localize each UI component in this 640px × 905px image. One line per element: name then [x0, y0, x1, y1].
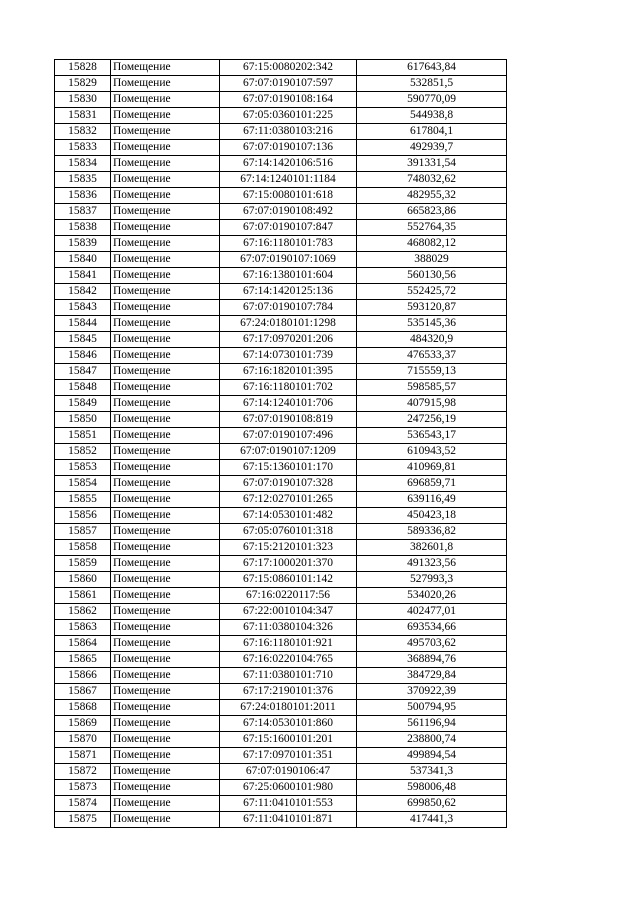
object-type-cell: Помещение	[111, 732, 220, 748]
cadastral-value-cell: 476533,37	[357, 348, 507, 364]
object-type-cell: Помещение	[111, 140, 220, 156]
registry-table	[54, 59, 507, 828]
cadastral-value-cell: 388029	[357, 252, 507, 268]
table-row	[55, 348, 507, 364]
object-type-cell: Помещение	[111, 588, 220, 604]
cadastral-number-cell: 67:15:1600101:201	[220, 732, 357, 748]
cadastral-number-cell: 67:17:2190101:376	[220, 684, 357, 700]
cadastral-number-cell: 67:16:1180101:921	[220, 636, 357, 652]
cadastral-value-cell: 589336,82	[357, 524, 507, 540]
cadastral-number-cell: 67:07:0190106:47	[220, 764, 357, 780]
cadastral-number-cell: 67:17:0970101:351	[220, 748, 357, 764]
cadastral-number-cell: 67:16:1180101:702	[220, 380, 357, 396]
cadastral-value-cell: 532851,5	[357, 76, 507, 92]
table-row	[55, 76, 507, 92]
cadastral-value-cell: 561196,94	[357, 716, 507, 732]
object-type-cell: Помещение	[111, 508, 220, 524]
table-row	[55, 492, 507, 508]
object-type-cell: Помещение	[111, 748, 220, 764]
object-type-cell: Помещение	[111, 60, 220, 76]
row-number-cell: 15851	[55, 428, 111, 444]
row-number-cell: 15831	[55, 108, 111, 124]
cadastral-number-cell: 67:11:0410101:871	[220, 812, 357, 828]
object-type-cell: Помещение	[111, 572, 220, 588]
cadastral-number-cell: 67:15:2120101:323	[220, 540, 357, 556]
table-row	[55, 684, 507, 700]
object-type-cell: Помещение	[111, 476, 220, 492]
object-type-cell: Помещение	[111, 300, 220, 316]
cadastral-value-cell: 410969,81	[357, 460, 507, 476]
cadastral-number-cell: 67:16:1380101:604	[220, 268, 357, 284]
object-type-cell: Помещение	[111, 524, 220, 540]
row-number-cell: 15841	[55, 268, 111, 284]
cadastral-value-cell: 593120,87	[357, 300, 507, 316]
row-number-cell: 15873	[55, 780, 111, 796]
table-row	[55, 284, 507, 300]
object-type-cell: Помещение	[111, 716, 220, 732]
cadastral-number-cell: 67:15:0080101:618	[220, 188, 357, 204]
cadastral-number-cell: 67:16:0220104:765	[220, 652, 357, 668]
table-row	[55, 716, 507, 732]
object-type-cell: Помещение	[111, 220, 220, 236]
cadastral-number-cell: 67:14:1420106:516	[220, 156, 357, 172]
table-row	[55, 620, 507, 636]
registry-table-body	[55, 60, 507, 828]
table-row	[55, 332, 507, 348]
table-row	[55, 364, 507, 380]
row-number-cell: 15866	[55, 668, 111, 684]
object-type-cell: Помещение	[111, 252, 220, 268]
cadastral-value-cell: 450423,18	[357, 508, 507, 524]
table-row	[55, 460, 507, 476]
row-number-cell: 15860	[55, 572, 111, 588]
table-row	[55, 796, 507, 812]
cadastral-value-cell: 715559,13	[357, 364, 507, 380]
cadastral-value-cell: 552764,35	[357, 220, 507, 236]
object-type-cell: Помещение	[111, 652, 220, 668]
cadastral-number-cell: 67:07:0190108:819	[220, 412, 357, 428]
cadastral-value-cell: 382601,8	[357, 540, 507, 556]
cadastral-value-cell: 699850,62	[357, 796, 507, 812]
cadastral-number-cell: 67:15:1360101:170	[220, 460, 357, 476]
object-type-cell: Помещение	[111, 188, 220, 204]
cadastral-number-cell: 67:24:0180101:1298	[220, 316, 357, 332]
table-row	[55, 732, 507, 748]
row-number-cell: 15835	[55, 172, 111, 188]
object-type-cell: Помещение	[111, 172, 220, 188]
cadastral-number-cell: 67:07:0190107:784	[220, 300, 357, 316]
object-type-cell: Помещение	[111, 428, 220, 444]
object-type-cell: Помещение	[111, 380, 220, 396]
table-row	[55, 604, 507, 620]
table-row	[55, 412, 507, 428]
cadastral-value-cell: 247256,19	[357, 412, 507, 428]
object-type-cell: Помещение	[111, 636, 220, 652]
cadastral-number-cell: 67:16:1820101:395	[220, 364, 357, 380]
cadastral-number-cell: 67:22:0010104:347	[220, 604, 357, 620]
cadastral-number-cell: 67:05:0360101:225	[220, 108, 357, 124]
row-number-cell: 15874	[55, 796, 111, 812]
cadastral-value-cell: 500794,95	[357, 700, 507, 716]
object-type-cell: Помещение	[111, 620, 220, 636]
object-type-cell: Помещение	[111, 812, 220, 828]
object-type-cell: Помещение	[111, 92, 220, 108]
row-number-cell: 15856	[55, 508, 111, 524]
cadastral-value-cell: 560130,56	[357, 268, 507, 284]
cadastral-value-cell: 665823,86	[357, 204, 507, 220]
object-type-cell: Помещение	[111, 348, 220, 364]
cadastral-value-cell: 748032,62	[357, 172, 507, 188]
row-number-cell: 15863	[55, 620, 111, 636]
object-type-cell: Помещение	[111, 412, 220, 428]
cadastral-value-cell: 534020,26	[357, 588, 507, 604]
object-type-cell: Помещение	[111, 396, 220, 412]
row-number-cell: 15834	[55, 156, 111, 172]
cadastral-value-cell: 617804,1	[357, 124, 507, 140]
table-row	[55, 636, 507, 652]
row-number-cell: 15855	[55, 492, 111, 508]
cadastral-number-cell: 67:07:0190107:1209	[220, 444, 357, 460]
cadastral-value-cell: 391331,54	[357, 156, 507, 172]
cadastral-number-cell: 67:15:0080202:342	[220, 60, 357, 76]
row-number-cell: 15853	[55, 460, 111, 476]
table-row	[55, 444, 507, 460]
cadastral-value-cell: 598006,48	[357, 780, 507, 796]
row-number-cell: 15858	[55, 540, 111, 556]
object-type-cell: Помещение	[111, 332, 220, 348]
cadastral-number-cell: 67:07:0190107:136	[220, 140, 357, 156]
cadastral-value-cell: 482955,32	[357, 188, 507, 204]
object-type-cell: Помещение	[111, 540, 220, 556]
cadastral-number-cell: 67:07:0190107:847	[220, 220, 357, 236]
cadastral-number-cell: 67:14:1420125:136	[220, 284, 357, 300]
row-number-cell: 15843	[55, 300, 111, 316]
table-row	[55, 524, 507, 540]
table-row	[55, 380, 507, 396]
object-type-cell: Помещение	[111, 364, 220, 380]
cadastral-value-cell: 499894,54	[357, 748, 507, 764]
cadastral-value-cell: 552425,72	[357, 284, 507, 300]
cadastral-value-cell: 407915,98	[357, 396, 507, 412]
table-row	[55, 140, 507, 156]
row-number-cell: 15829	[55, 76, 111, 92]
row-number-cell: 15862	[55, 604, 111, 620]
cadastral-number-cell: 67:12:0270101:265	[220, 492, 357, 508]
row-number-cell: 15842	[55, 284, 111, 300]
cadastral-number-cell: 67:14:1240101:706	[220, 396, 357, 412]
object-type-cell: Помещение	[111, 796, 220, 812]
cadastral-number-cell: 67:14:0530101:482	[220, 508, 357, 524]
row-number-cell: 15840	[55, 252, 111, 268]
object-type-cell: Помещение	[111, 556, 220, 572]
table-row	[55, 700, 507, 716]
cadastral-number-cell: 67:07:0190108:492	[220, 204, 357, 220]
table-row	[55, 300, 507, 316]
row-number-cell: 15852	[55, 444, 111, 460]
cadastral-number-cell: 67:11:0380104:326	[220, 620, 357, 636]
table-row	[55, 60, 507, 76]
table-row	[55, 668, 507, 684]
row-number-cell: 15833	[55, 140, 111, 156]
cadastral-number-cell: 67:16:1180101:783	[220, 236, 357, 252]
object-type-cell: Помещение	[111, 268, 220, 284]
object-type-cell: Помещение	[111, 108, 220, 124]
cadastral-value-cell: 492939,7	[357, 140, 507, 156]
row-number-cell: 15870	[55, 732, 111, 748]
row-number-cell: 15847	[55, 364, 111, 380]
row-number-cell: 15830	[55, 92, 111, 108]
row-number-cell: 15845	[55, 332, 111, 348]
cadastral-value-cell: 495703,62	[357, 636, 507, 652]
table-row	[55, 540, 507, 556]
cadastral-value-cell: 696859,71	[357, 476, 507, 492]
object-type-cell: Помещение	[111, 156, 220, 172]
row-number-cell: 15846	[55, 348, 111, 364]
object-type-cell: Помещение	[111, 604, 220, 620]
object-type-cell: Помещение	[111, 316, 220, 332]
row-number-cell: 15857	[55, 524, 111, 540]
cadastral-value-cell: 693534,66	[357, 620, 507, 636]
cadastral-value-cell: 537341,3	[357, 764, 507, 780]
row-number-cell: 15848	[55, 380, 111, 396]
cadastral-value-cell: 598585,57	[357, 380, 507, 396]
table-row	[55, 124, 507, 140]
row-number-cell: 15875	[55, 812, 111, 828]
object-type-cell: Помещение	[111, 684, 220, 700]
object-type-cell: Помещение	[111, 780, 220, 796]
cadastral-value-cell: 527993,3	[357, 572, 507, 588]
cadastral-value-cell: 639116,49	[357, 492, 507, 508]
table-row	[55, 220, 507, 236]
object-type-cell: Помещение	[111, 492, 220, 508]
cadastral-number-cell: 67:16:0220117:56	[220, 588, 357, 604]
object-type-cell: Помещение	[111, 460, 220, 476]
cadastral-number-cell: 67:11:0380101:710	[220, 668, 357, 684]
row-number-cell: 15832	[55, 124, 111, 140]
cadastral-number-cell: 67:25:0600101:980	[220, 780, 357, 796]
table-row	[55, 780, 507, 796]
cadastral-value-cell: 491323,56	[357, 556, 507, 572]
cadastral-number-cell: 67:14:0730101:739	[220, 348, 357, 364]
cadastral-value-cell: 417441,3	[357, 812, 507, 828]
cadastral-number-cell: 67:15:0860101:142	[220, 572, 357, 588]
row-number-cell: 15867	[55, 684, 111, 700]
cadastral-number-cell: 67:07:0190107:1069	[220, 252, 357, 268]
row-number-cell: 15869	[55, 716, 111, 732]
cadastral-value-cell: 535145,36	[357, 316, 507, 332]
cadastral-value-cell: 610943,52	[357, 444, 507, 460]
row-number-cell: 15865	[55, 652, 111, 668]
row-number-cell: 15839	[55, 236, 111, 252]
cadastral-number-cell: 67:07:0190108:164	[220, 92, 357, 108]
cadastral-value-cell: 590770,09	[357, 92, 507, 108]
row-number-cell: 15837	[55, 204, 111, 220]
table-row	[55, 428, 507, 444]
table-row	[55, 556, 507, 572]
cadastral-number-cell: 67:11:0410101:553	[220, 796, 357, 812]
row-number-cell: 15868	[55, 700, 111, 716]
table-row	[55, 316, 507, 332]
table-row	[55, 268, 507, 284]
cadastral-number-cell: 67:11:0380103:216	[220, 124, 357, 140]
row-number-cell: 15849	[55, 396, 111, 412]
row-number-cell: 15871	[55, 748, 111, 764]
cadastral-value-cell: 238800,74	[357, 732, 507, 748]
row-number-cell: 15836	[55, 188, 111, 204]
table-row	[55, 812, 507, 828]
object-type-cell: Помещение	[111, 284, 220, 300]
table-row	[55, 252, 507, 268]
cadastral-value-cell: 484320,9	[357, 332, 507, 348]
object-type-cell: Помещение	[111, 764, 220, 780]
table-row	[55, 156, 507, 172]
table-row	[55, 572, 507, 588]
cadastral-value-cell: 617643,84	[357, 60, 507, 76]
row-number-cell: 15861	[55, 588, 111, 604]
cadastral-number-cell: 67:07:0190107:328	[220, 476, 357, 492]
row-number-cell: 15864	[55, 636, 111, 652]
table-row	[55, 396, 507, 412]
cadastral-value-cell: 370922,39	[357, 684, 507, 700]
cadastral-value-cell: 544938,8	[357, 108, 507, 124]
object-type-cell: Помещение	[111, 204, 220, 220]
table-row	[55, 508, 507, 524]
object-type-cell: Помещение	[111, 700, 220, 716]
cadastral-value-cell: 536543,17	[357, 428, 507, 444]
row-number-cell: 15844	[55, 316, 111, 332]
object-type-cell: Помещение	[111, 668, 220, 684]
cadastral-value-cell: 368894,76	[357, 652, 507, 668]
row-number-cell: 15859	[55, 556, 111, 572]
table-row	[55, 764, 507, 780]
row-number-cell: 15854	[55, 476, 111, 492]
cadastral-number-cell: 67:24:0180101:2011	[220, 700, 357, 716]
object-type-cell: Помещение	[111, 76, 220, 92]
table-row	[55, 588, 507, 604]
table-row	[55, 236, 507, 252]
table-row	[55, 476, 507, 492]
object-type-cell: Помещение	[111, 444, 220, 460]
cadastral-value-cell: 384729,84	[357, 668, 507, 684]
cadastral-number-cell: 67:05:0760101:318	[220, 524, 357, 540]
cadastral-number-cell: 67:07:0190107:597	[220, 76, 357, 92]
row-number-cell: 15828	[55, 60, 111, 76]
cadastral-value-cell: 402477,01	[357, 604, 507, 620]
table-row	[55, 204, 507, 220]
table-row	[55, 172, 507, 188]
table-row	[55, 748, 507, 764]
table-row	[55, 652, 507, 668]
object-type-cell: Помещение	[111, 236, 220, 252]
cadastral-number-cell: 67:14:1240101:1184	[220, 172, 357, 188]
cadastral-value-cell: 468082,12	[357, 236, 507, 252]
row-number-cell: 15872	[55, 764, 111, 780]
cadastral-number-cell: 67:17:0970201:206	[220, 332, 357, 348]
table-row	[55, 188, 507, 204]
row-number-cell: 15850	[55, 412, 111, 428]
cadastral-number-cell: 67:17:1000201:370	[220, 556, 357, 572]
table-row	[55, 92, 507, 108]
cadastral-number-cell: 67:14:0530101:860	[220, 716, 357, 732]
cadastral-number-cell: 67:07:0190107:496	[220, 428, 357, 444]
object-type-cell: Помещение	[111, 124, 220, 140]
table-row	[55, 108, 507, 124]
row-number-cell: 15838	[55, 220, 111, 236]
